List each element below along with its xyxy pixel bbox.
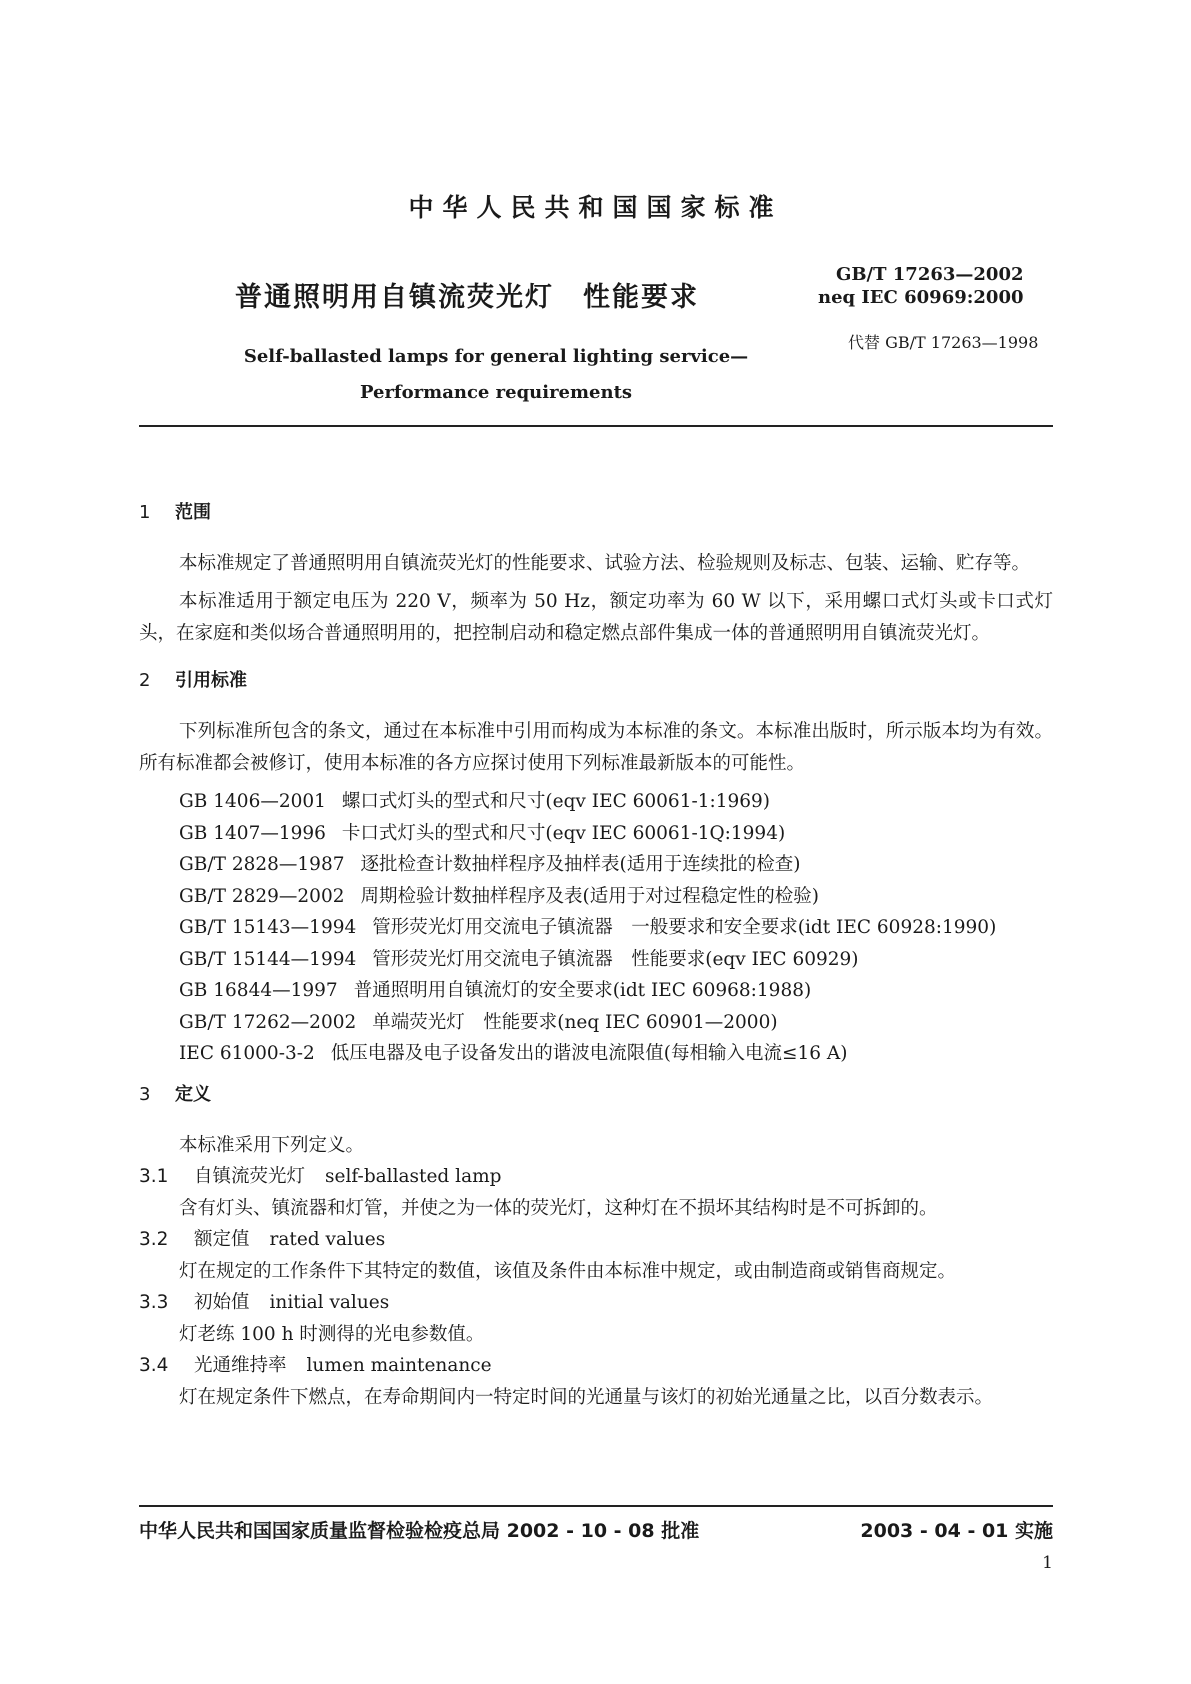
reference-code: GB/T 15143—1994 bbox=[179, 917, 357, 938]
definition-term-zh: 额定值 bbox=[194, 1229, 250, 1250]
title-en-line-2: Performance requirements bbox=[359, 382, 633, 403]
definition-term-zh: 自镇流荧光灯 bbox=[194, 1166, 306, 1187]
reference-title: 低压电器及电子设备发出的谐波电流限值(每相输入电流≤16 A) bbox=[330, 1043, 848, 1064]
definition-body: 灯在规定的工作条件下其特定的数值，该值及条件由本标准中规定，或由制造商或销售商规定。 bbox=[179, 1260, 957, 1282]
definition-term-en: rated values bbox=[269, 1229, 386, 1250]
definition-term-en: lumen maintenance bbox=[306, 1355, 492, 1376]
reference-item bbox=[139, 786, 1053, 818]
definition-term-zh: 初始值 bbox=[194, 1292, 250, 1313]
reference-code: GB/T 2828—1987 bbox=[179, 854, 345, 875]
reference-item bbox=[139, 881, 1053, 913]
definition-heading bbox=[139, 1350, 1053, 1382]
section-title: 范围 bbox=[175, 502, 211, 523]
definition-heading bbox=[139, 1224, 1053, 1256]
document-title-zh: 普通照明用自镇流荧光灯 性能要求 bbox=[235, 282, 699, 313]
reference-item bbox=[139, 1007, 1053, 1039]
definition-body: 灯在规定条件下燃点，在寿命期间内一特定时间的光通量与该灯的初始光通量之比，以百分数表示。 bbox=[179, 1386, 994, 1408]
definition-number: 3.2 bbox=[139, 1229, 169, 1250]
reference-code: GB/T 17262—2002 bbox=[179, 1011, 357, 1033]
definition-term-en: self-ballasted lamp bbox=[325, 1166, 502, 1187]
reference-item bbox=[139, 975, 1053, 1007]
standard-number-block bbox=[818, 264, 1024, 308]
definition-body: 灯老练 100 h 时测得的光电参数值。 bbox=[179, 1323, 485, 1345]
document-title-en bbox=[210, 339, 782, 411]
reference-code: GB/T 15144—1994 bbox=[179, 948, 357, 970]
reference-title: 管形荧光灯用交流电子镇流器 性能要求(eqv IEC 60929) bbox=[372, 948, 859, 970]
section-number: 1 bbox=[139, 502, 151, 523]
reference-item bbox=[139, 944, 1053, 976]
section-3-heading bbox=[139, 1080, 1053, 1110]
definition-term-zh: 光通维持率 bbox=[194, 1355, 287, 1376]
reference-title: 螺口式灯头的型式和尺寸(eqv IEC 60061-1:1969) bbox=[341, 791, 771, 812]
reference-code: GB 1407—1996 bbox=[179, 822, 326, 844]
section-title: 引用标准 bbox=[175, 670, 247, 691]
title-en-line-1: Self-ballasted lamps for general lighting service— bbox=[243, 346, 749, 367]
section-1-paragraph-2: 本标准适用于额定电压为 220 V，频率为 50 Hz，额定功率为 60 W 以下，采用螺口式灯头或卡口式灯头，在家庭和类似场合普通照明用的，把控制启动和稳定燃点部件集成一体的普通照明用自镇流荧光灯。 bbox=[139, 591, 1053, 644]
definition-body: 含有灯头、镇流器和灯管，并使之为一体的荧光灯，这种灯在不损坏其结构时是不可拆卸的。 bbox=[179, 1197, 938, 1219]
definitions-intro: 本标准采用下列定义。 bbox=[179, 1134, 365, 1156]
reference-item bbox=[139, 1038, 1053, 1070]
effective-date: 2003 - 04 - 01 实施 bbox=[860, 1520, 1053, 1542]
standard-equivalence: neq IEC 60969:2000 bbox=[818, 287, 1024, 308]
definition-number: 3.1 bbox=[139, 1166, 169, 1187]
reference-item bbox=[139, 849, 1053, 881]
definition-number: 3.4 bbox=[139, 1355, 169, 1376]
section-1-heading bbox=[139, 498, 1053, 528]
replaces-standard: 代替 GB/T 17263—1998 bbox=[848, 333, 1039, 352]
reference-title: 逐批检查计数抽样程序及抽样表(适用于连续批的检查) bbox=[360, 854, 801, 875]
reference-title: 普通照明用自镇流灯的安全要求(idt IEC 60968:1988) bbox=[353, 980, 812, 1001]
reference-title: 卡口式灯头的型式和尺寸(eqv IEC 60061-1Q:1994) bbox=[341, 822, 786, 844]
reference-code: GB/T 2829—2002 bbox=[179, 885, 345, 907]
reference-item bbox=[139, 818, 1053, 850]
section-number: 3 bbox=[139, 1083, 151, 1105]
definition-term-en: initial values bbox=[269, 1292, 390, 1313]
page-number: 1 bbox=[1042, 1553, 1053, 1573]
reference-title: 周期检验计数抽样程序及表(适用于对过程稳定性的检验) bbox=[360, 885, 819, 907]
reference-title: 管形荧光灯用交流电子镇流器 一般要求和安全要求(idt IEC 60928:1990) bbox=[372, 917, 997, 938]
definition-heading bbox=[139, 1287, 1053, 1319]
definition-heading bbox=[139, 1161, 1053, 1193]
reference-item bbox=[139, 912, 1053, 944]
document-body bbox=[139, 498, 1053, 1413]
section-2-paragraph-1: 下列标准所包含的条文，通过在本标准中引用而构成为本标准的条文。本标准出版时，所示版本均为有效。所有标准都会被修订，使用本标准的各方应探讨使用下列标准最新版本的可能性。 bbox=[139, 721, 1053, 774]
section-1-paragraph-1: 本标准规定了普通照明用自镇流荧光灯的性能要求、试验方法、检验规则及标志、包装、运输、贮存等。 bbox=[179, 553, 1031, 574]
reference-code: IEC 61000-3-2 bbox=[179, 1043, 315, 1064]
standard-number: GB/T 17263—2002 bbox=[835, 264, 1024, 285]
reference-list bbox=[139, 786, 1053, 1070]
reference-code: GB 16844—1997 bbox=[179, 980, 338, 1001]
national-standard-heading: 中华人民共和国国家标准 bbox=[408, 193, 783, 222]
definition-number: 3.3 bbox=[139, 1292, 169, 1313]
approval-issuer: 中华人民共和国国家质量监督检验检疫总局 2002 - 10 - 08 批准 bbox=[139, 1520, 700, 1542]
reference-title: 单端荧光灯 性能要求(neq IEC 60901—2000) bbox=[372, 1011, 778, 1033]
section-title: 定义 bbox=[175, 1083, 211, 1105]
reference-code: GB 1406—2001 bbox=[179, 791, 326, 812]
footer-rule bbox=[139, 1505, 1053, 1507]
section-number: 2 bbox=[139, 670, 151, 691]
section-2-heading bbox=[139, 666, 1053, 696]
header-rule bbox=[139, 425, 1053, 427]
